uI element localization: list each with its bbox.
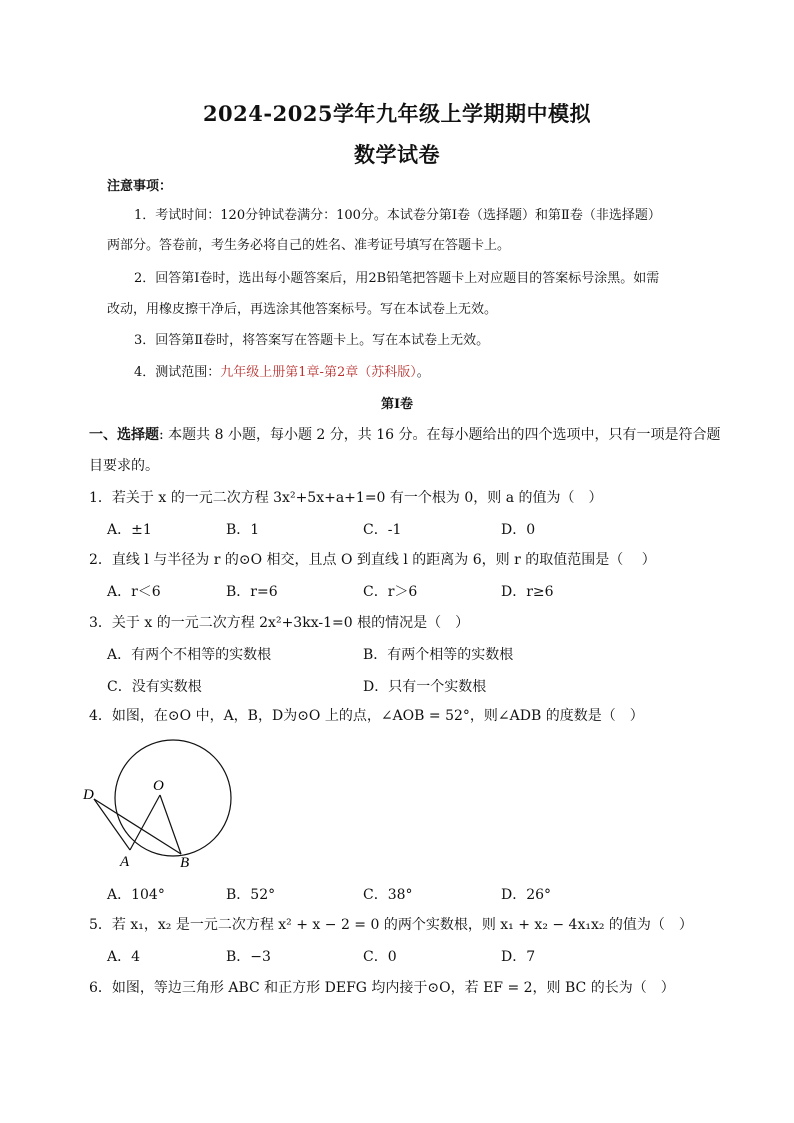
note-item-4-prefix: 4．测试范围： (134, 365, 221, 380)
note-item-1-line-2: 两部分。答卷前，考生务必将自己的姓名、准考证号填写在答题卡上。 (107, 238, 511, 253)
question-4-circle-figure (80, 738, 250, 870)
segment-oa (130, 795, 160, 850)
note-item-1-line-1: 1．考试时间：120分钟试卷满分：100分。本试卷分第Ⅰ卷（选择题）和第Ⅱ卷（非选择题） (134, 208, 661, 223)
segment-da (94, 799, 130, 850)
question-4-option-d: D．26° (501, 887, 552, 903)
question-5-option-c: C．0 (363, 949, 397, 965)
question-1-option-d: D．0 (501, 522, 536, 538)
note-item-2-line-2: 改动，用橡皮擦干净后，再选涂其他答案标号。写在本试卷上无效。 (107, 302, 498, 317)
note-item-4 (134, 364, 430, 382)
part-label: 第Ⅰ卷 (380, 397, 414, 412)
question-4-option-b: B．52° (226, 887, 276, 903)
question-5-stem: 5．若 x₁，x₂ 是一元二次方程 x² + x − 2 = 0 的两个实数根，则 x₁ + x₂ − 4x₁x₂ 的值为（ ） (89, 917, 693, 933)
exam-title: 2024-2025学年九年级上学期期中模拟 (202, 101, 592, 126)
segment-ob (160, 795, 181, 854)
question-5-option-d: D．7 (501, 949, 536, 965)
note-item-4-suffix: 。 (416, 365, 430, 380)
segment-db (94, 799, 181, 854)
label-a: A (120, 854, 130, 870)
question-2-option-c: C．r＞6 (363, 584, 418, 600)
question-4-option-c: C．38° (363, 887, 413, 903)
question-3-option-c: C．没有实数根 (107, 679, 202, 695)
section-heading-line-1 (89, 425, 721, 445)
question-1-option-c: C．-1 (363, 522, 402, 538)
section-heading-line-2: 目要求的。 (89, 458, 159, 474)
question-1-stem: 1．若关于 x 的一元二次方程 3x²+5x+a+1=0 有一个根为 0，则 a 的值为（ ） (89, 490, 603, 506)
section-heading-text: : 本题共 8 小题，每小题 2 分，共 16 分。在每小题给出的四个选项中，只有一项是符合题 (159, 427, 721, 443)
question-2-option-d: D．r≥6 (501, 584, 554, 600)
question-5-option-b: B．−3 (226, 949, 271, 965)
question-3-stem: 3．关于 x 的一元二次方程 2x²+3kx-1=0 根的情况是（ ） (89, 615, 470, 631)
question-2-stem: 2．直线 l 与半径为 r 的⊙O 相交，且点 O 到直线 l 的距离为 6，则 r 的取值范围是（ ） (89, 552, 656, 568)
exam-subtitle: 数学试卷 (354, 142, 440, 167)
note-item-3: 3．回答第Ⅱ卷时，将答案写在答题卡上。写在本试卷上无效。 (134, 333, 490, 348)
section-heading-bold: 一、选择题 (89, 427, 159, 443)
question-1-option-b: B．1 (226, 522, 260, 538)
notes-heading: 注意事项： (107, 179, 173, 194)
question-3-option-a: A．有两个不相等的实数根 (107, 647, 272, 663)
question-5-option-a: A．4 (107, 949, 141, 965)
test-range: 九年级上册第1章-第2章（苏科版） (220, 365, 417, 380)
question-4-option-a: A．104° (107, 887, 165, 903)
question-3-option-b: B．有两个相等的实数根 (363, 647, 514, 663)
question-2-option-b: B．r=6 (226, 584, 278, 600)
question-6-stem: 6．如图，等边三角形 ABC 和正方形 DEFG 均内接于⊙O，若 EF = 2，则 BC 的长为（ ） (89, 980, 675, 996)
label-d: D (83, 787, 94, 803)
circle-o (115, 740, 231, 856)
question-3-option-d: D．只有一个实数根 (363, 679, 487, 695)
question-1-option-a: A．±1 (107, 522, 152, 538)
label-o: O (153, 778, 164, 794)
question-4-stem: 4．如图，在⊙O 中，A，B，D为⊙O 上的点，∠AOB = 52°，则∠ADB 的度数是（ ） (89, 708, 644, 724)
label-b: B (180, 855, 190, 870)
note-item-2-line-1: 2．回答第Ⅰ卷时，选出每小题答案后，用2B铅笔把答题卡上对应题目的答案标号涂黑。如需 (134, 271, 660, 286)
question-2-option-a: A．r＜6 (107, 584, 161, 600)
